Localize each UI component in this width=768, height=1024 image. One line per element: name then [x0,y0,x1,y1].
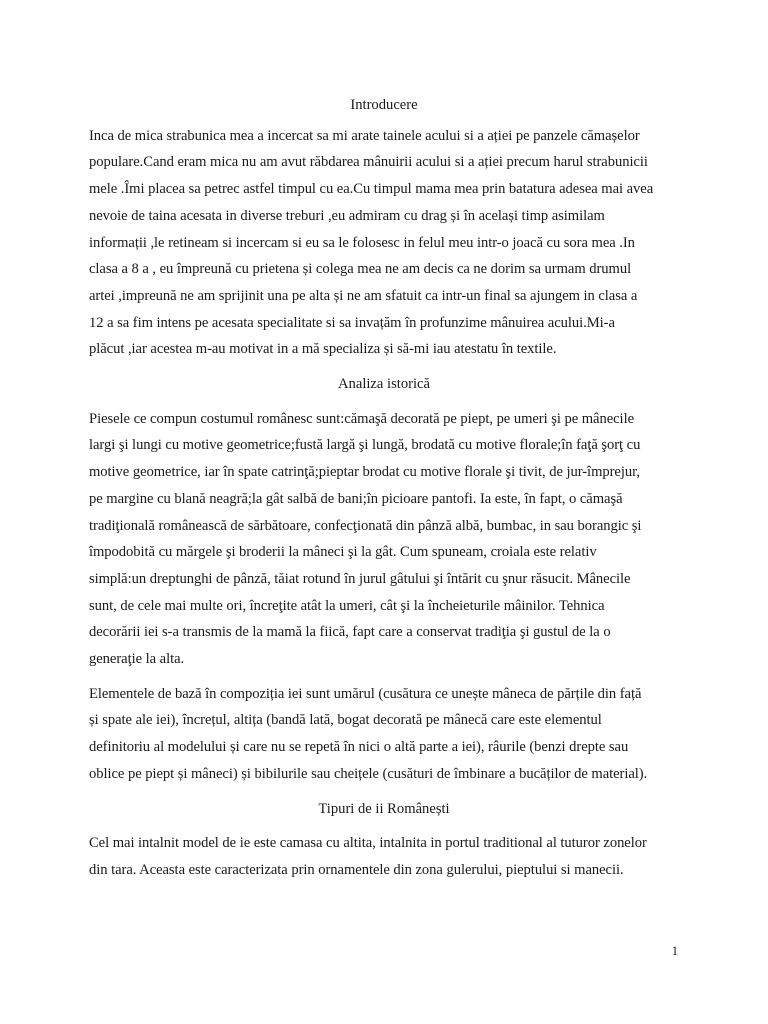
text-line: 12 a sa fim intens pe acesata specialitate si sa invațăm în profunzime mânuirea acului.Mi-a [89,314,615,331]
text-line: definitoriu al modelului și care nu se repetă în nici o altă parte a iei), râurile (benzi drepte sau [89,739,629,756]
text-line: largi şi lungi cu motive geometrice;fustă largă şi lungă, brodată cu motive florale;în faţă şorţ cu [89,437,641,454]
page-number: 1 [671,944,678,958]
text-line: populare.Cand eram mica nu am avut răbdarea mânuirii acului si a ației precum harul strabunicii [89,154,648,171]
text-line: mele .Îmi placea sa petrec astfel timpul cu ea.Cu timpul mama mea prin batatura adesea mai avea [89,181,654,198]
spacer [89,788,679,796]
spacer [89,398,679,406]
text-line: simplă:un dreptunghi de pânză, tăiat rotund în jurul gâtului şi întărit cu şnur răsucit. Mânecile [89,570,631,587]
heading-introducere: Introducere [350,97,418,113]
text-line: din tara. Aceasta este caracterizata prin ornamentele din zona gulerului, pieptului si manecii. [89,861,624,878]
text-line: Cel mai intalnit model de ie este camasa cu altita, intalnita in portul traditional al tuturor zonelor [89,835,647,852]
spacer [89,363,679,371]
text-line: plăcut ,iar acestea m-au motivat in a mă specializa și să-mi iau atestatu în textile. [89,341,557,358]
text-line: Inca de mica strabunica mea a incercat sa mi arate tainele acului si a ației pe panzele cămașelor [89,127,640,144]
heading-tipuri-de-ii: Tipuri de ii Românești [318,800,450,817]
paragraph-analiza-1 [89,406,679,673]
text-line: informații ,le retineam si incercam si eu sa le folosesc in felul meu intr-o joacă cu sora mea .In [89,234,635,251]
text-line: oblice pe piept și mâneci) și bibilurile sau cheițele (cusături de îmbinare a bucăților de material). [89,765,648,782]
spacer [89,673,679,681]
text-line: Piesele ce compun costumul românesc sunt:cămaşă decorată pe piept, pe umeri şi pe mânecile [89,410,634,427]
text-line: artei ,impreună ne am sprijinit una pe alta și ne am sfatuit ca intr-un final sa ajungem in clasa a [89,287,638,304]
paragraph-introducere [89,123,679,363]
text-line: și spate ale iei), încrețul, altița (bandă lată, bogat decorată pe mânecă care este elementul [89,712,602,729]
text-line: decorării iei s-a transmis de la mamă la fiică, fapt care a conservat tradiţia şi gustul de la o [89,624,611,641]
heading-analiza-istorica: Analiza istorică [338,376,430,393]
text-line: generaţie la alta. [89,651,185,668]
text-line: Elementele de bază în compoziția iei sunt umărul (cusătura ce unește mâneca de părțile din față [89,685,642,702]
text-line: pe margine cu blană neagră;la gât salbă de bani;în picioare pantofi. Ia este, în fapt, o cămaşă [89,490,623,507]
text-line: tradiţională românească de sărbătoare, confecţionată din pânză albă, bumbac, in sau borangic şi [89,517,642,534]
paragraph-analiza-2 [89,681,679,788]
text-line: clasa a 8 a , eu împreună cu prietena și colega mea ne am decis ca ne dorim sa urmam drumul [89,261,632,278]
document-body [89,92,679,884]
text-line: nevoie de taina acesata in diverse treburi ,eu admiram cu drag și în același timp asimilam [89,207,605,224]
paragraph-tipuri [89,830,679,883]
text-line: împodobită cu mărgele şi broderii la mâneci şi la gât. Cum spuneam, croiala este relativ [89,544,597,561]
text-line: motive geometrice, iar în spate catrinţă;pieptar brodat cu motive florale şi tivit, de jur-împrejur, [89,464,640,481]
text-line: sunt, de cele mai multe ori, încreţite atât la umeri, cât şi la încheieturile mâinilor. Tehnica [89,597,605,614]
spacer [89,822,679,830]
